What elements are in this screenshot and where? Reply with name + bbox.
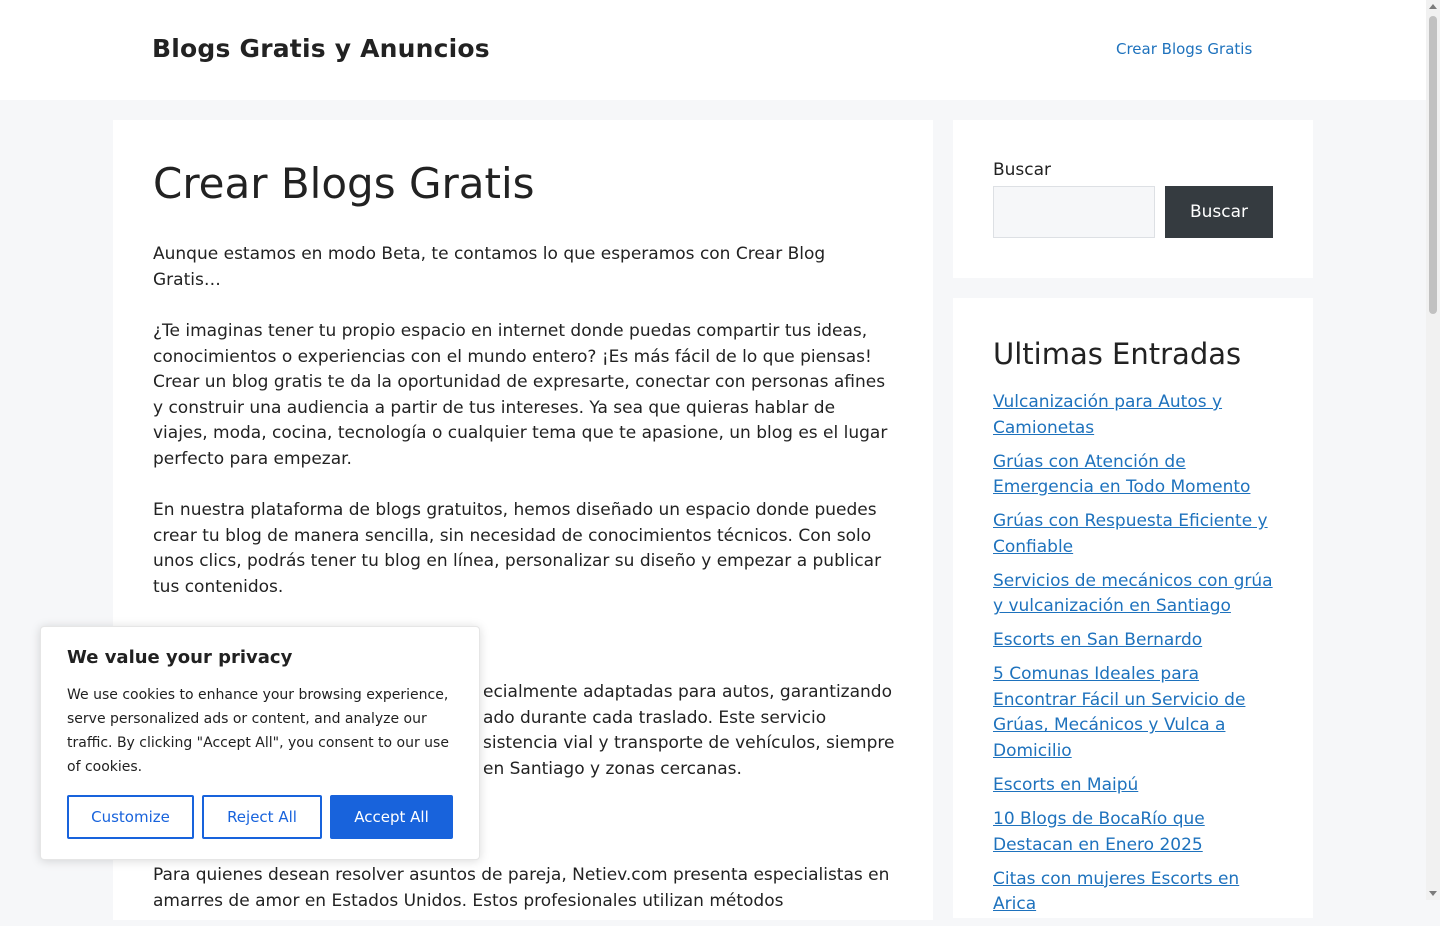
recent-post-link[interactable]: Grúas con Atención de Emergencia en Todo Momento (993, 451, 1251, 498)
page-scrollbar[interactable] (1426, 0, 1440, 900)
recent-post-link[interactable]: 10 Blogs de BocaRío que Destacan en Enero 2025 (993, 809, 1205, 855)
recent-post-link[interactable]: Vulcanización para Autos y Camionetas (993, 392, 1223, 438)
recent-posts-title: Ultimas Entradas (993, 337, 1242, 371)
reject-all-button[interactable]: Reject All (202, 795, 322, 839)
recent-post-link[interactable]: Escorts en San Bernardo (993, 630, 1203, 651)
recent-posts-widget (953, 298, 1313, 918)
list-item (993, 450, 1278, 501)
list-item (993, 569, 1278, 620)
site-header (0, 0, 1426, 100)
list-item (993, 773, 1278, 799)
article-paragraph: ¿Te imaginas tener tu propio espacio en internet donde puedas compartir tus ideas, conocimientos o experiencias con el mundo entero? ¡Es más fácil de lo que piensas! Crear un blog gratis te da la oportunidad de expresarte, conectar con personas afines y construir una audiencia a partir de tus intereses. Ya sea que quieras hablar de viajes, moda, cocina, tecnología o cualquier tema que te apasione, un blog es el lugar perfecto para empezar. (153, 321, 888, 469)
cookie-consent-banner (40, 626, 480, 860)
cookie-title: We value your privacy (67, 647, 293, 668)
scroll-down-arrow-icon[interactable] (1429, 891, 1437, 896)
site-title[interactable]: Blogs Gratis y Anuncios (152, 34, 490, 63)
list-item (993, 807, 1278, 858)
list-item (993, 662, 1278, 764)
article-paragraph: En nuestra plataforma de blogs gratuitos, hemos diseñado un espacio donde puedes crear tu blog de manera sencilla, sin necesidad de conocimientos técnicos. Con solo unos clics, podrás tener tu blog en línea, personalizar su diseño y empezar a publicar tus contenidos. (153, 500, 882, 597)
recent-post-link[interactable]: Citas con mujeres Escorts en Arica (993, 868, 1240, 915)
search-input[interactable] (993, 186, 1155, 238)
article-paragraph: ecialmente adaptadas para autos, garantizando ado durante cada traslado. Este servicio sistencia vial y transporte de vehículos, siempre en Santiago y zonas cercanas. (483, 682, 895, 779)
list-item (993, 390, 1278, 441)
customize-button[interactable]: Customize (67, 795, 194, 839)
article-paragraph: Aunque estamos en modo Beta, te contamos lo que esperamos con Crear Blog Gratis… (153, 244, 826, 290)
recent-posts-list (993, 390, 1278, 926)
search-button[interactable]: Buscar (1165, 186, 1273, 238)
recent-post-link[interactable]: Grúas con Respuesta Eficiente y Confiable (993, 511, 1268, 557)
nav-link-crear-blogs[interactable]: Crear Blogs Gratis (1116, 40, 1253, 58)
accept-all-button[interactable]: Accept All (330, 795, 453, 839)
article-paragraph: Para quienes desean resolver asuntos de pareja, Netiev.com presenta especialistas en amarres de amor en Estados Unidos. Estos profesionales utilizan métodos (153, 865, 890, 911)
list-item (993, 628, 1278, 654)
recent-post-link[interactable]: 5 Comunas Ideales para Encontrar Fácil un Servicio de Grúas, Mecánicos y Vulca a Domicilio (993, 664, 1246, 762)
page-title: Crear Blogs Gratis (153, 159, 535, 208)
recent-post-link[interactable]: Servicios de mecánicos con grúa y vulcanización en Santiago (993, 570, 1273, 617)
scroll-thumb[interactable] (1429, 16, 1437, 314)
recent-post-link[interactable]: Escorts en Maipú (993, 775, 1139, 796)
list-item (993, 509, 1278, 560)
cookie-text: We use cookies to enhance your browsing experience, serve personalized ads or content, and analyze our traffic. By clicking "Accept All", you consent to our use of cookies. (67, 687, 449, 775)
search-widget (953, 120, 1313, 278)
list-item (993, 867, 1278, 918)
search-label: Buscar (993, 160, 1052, 180)
scroll-up-arrow-icon[interactable] (1429, 4, 1437, 9)
